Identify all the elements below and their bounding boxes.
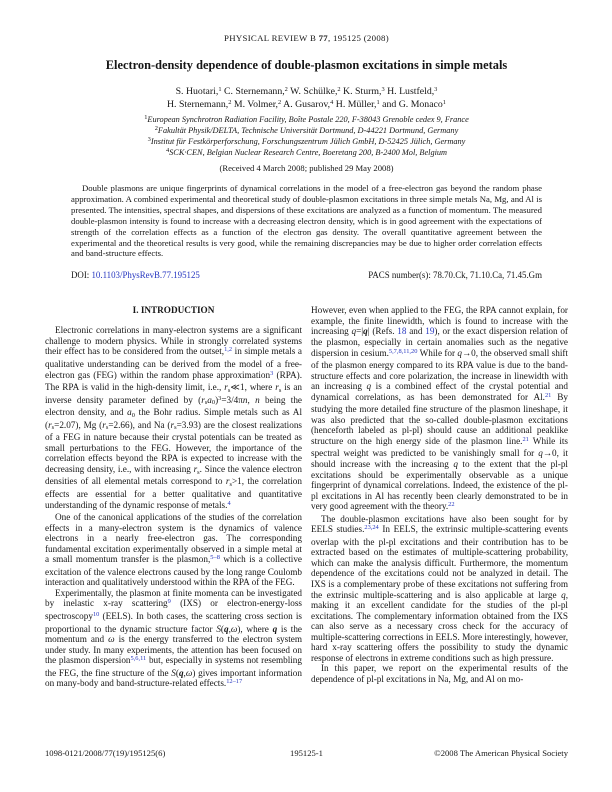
text-run: s — [229, 481, 232, 489]
authors-line-1 — [45, 86, 568, 99]
text-run: q — [272, 623, 278, 634]
text-run: →0, the observed small shift of the plasmon energy compared to its RPA value is due to the band-structure effects and core polarization, the increase in linewidth with an increasing — [311, 347, 568, 392]
text-run: s — [227, 386, 231, 394]
body-paragraph — [311, 305, 568, 513]
text-run: ( — [175, 667, 179, 678]
text-run: , 195125 (2008) — [328, 33, 389, 43]
text-run: | (Refs. — [367, 326, 398, 337]
text-run: =3.93) are the closest realizations of a FEG in nature because their crystal potentials can be treated as small perturbations to the FEG. However, the importance of the correlation effects beyond the RPA is expected to increase with the decreasing density, i.e., with increasing — [45, 419, 302, 474]
citation-link[interactable]: 22 — [448, 501, 455, 509]
text-run: q — [538, 448, 543, 459]
text-run: . Since the valence electron densities of all elemental metals correspond to — [45, 463, 302, 487]
affiliation-list — [45, 115, 568, 159]
text-run: n — [242, 394, 248, 405]
text-run: Electronic correlations in many-electron systems are a significant challenge to modern physics. While in strongly correlated systems their effect has to be considered from the outset, — [45, 325, 302, 357]
right-column — [311, 305, 568, 757]
text-run: →0, it should increase with the increasing — [311, 448, 568, 469]
text-run: q — [366, 381, 372, 392]
section-heading-introduction: I. INTRODUCTION — [132, 305, 215, 316]
text-run: r — [275, 382, 279, 393]
citation-link[interactable]: 21 — [522, 435, 529, 443]
text-run: but, especially in systems not resembling the FEG, the fine structure of the — [45, 655, 302, 678]
footer-page-number: 195125-1 — [290, 748, 323, 758]
text-run: (RPA). The RPA is valid in the high-density limit, i.e., — [45, 369, 302, 393]
authors-line-2 — [45, 99, 568, 112]
text-run: , making it an excellent candidate for the studies of the pl-pl excitations. The complementary information obtained from the IXS can also serve as a necessary cross check for the accuracy of multiple-scattering corrections in EELS. More interestingly, however, hard x-ray scattering offers the possibility to study the dynamic response of electrons in extreme conditions such as high pressure. — [311, 589, 568, 663]
text-run: 3 — [218, 394, 222, 402]
text-run: 3 — [434, 86, 438, 93]
citation-link[interactable]: 1,2 — [224, 346, 233, 354]
citation-link[interactable]: 19 — [425, 326, 435, 337]
text-run: 77 — [318, 33, 329, 43]
text-run: 2 — [154, 125, 158, 132]
text-run: One of the canonical applications of the studies of the correlation effects in a many-electron system is the dynamics of valence electrons in a nearly free-electron gas. The corresponding fundamental excitation experimentally observed in a simple metal at a small momentum transfer is the plasmon, — [45, 512, 302, 565]
text-run: q — [453, 459, 458, 469]
footer-issn-code: 1098-0121/2008/77(19)/195125(6) — [45, 748, 166, 758]
text-run: H. Lustfeld, — [384, 86, 435, 97]
citation-link[interactable]: 12–17 — [226, 678, 243, 686]
text-run: s — [278, 386, 282, 394]
abstract-text: Double plasmons are unique fingerprints of dynamical correlations in the model of a free-electron gas beyond the random phase approximation. A combined experimental and theoretical study of double-plasmon excitations in three simple metals Na, Mg, and Al is presented. The intensities, spectral shapes, and dispersions of these excitations are analyzed as a function of momentum. The measured double-plasmon intensity is found to increase with a decreasing electron density, which is in good agreement with the expectations of strength of the correlation effects as a function of the electron gas density. The overall quantitative agreement between the experimental and the theoretical results is very good, while the remaining discrepancies may be due to higher order correlation effects and band-structure effects. — [71, 183, 542, 259]
text-run: q — [178, 667, 184, 678]
text-run: In EELS, the extrinsic multiple-scattering events overlap with the pl-pl excitations and their contribution has to be extracted based on the estimates of multiple-scattering probability, which can make the analysis difficult. Furthermore, the momentum dependence of the excitations could not be analyzed in detail. The IXS is a complementary probe of these excitations not suffering from the extrinsic multiple-scattering and is also applicable at large — [311, 524, 568, 600]
body-paragraph — [45, 512, 302, 588]
text-run: However, even when applied to the FEG, the RPA cannot explain, for example, the finite linewidth, which is found to increase with the increasing — [311, 305, 568, 337]
body-paragraph — [311, 663, 568, 684]
citation-link[interactable]: 5–8 — [210, 554, 220, 562]
text-run: =| — [356, 326, 364, 337]
text-run: q — [223, 623, 229, 634]
left-column — [45, 305, 302, 757]
text-run: r — [225, 476, 230, 487]
citation-link[interactable]: 23,24 — [364, 524, 379, 532]
text-run: (EELS). In both cases, the scattering cross section is proportional to the dynamic structure factor — [45, 611, 302, 634]
citation-link[interactable]: 5,6,11 — [130, 655, 147, 663]
text-run: being the electron density, and — [45, 394, 302, 418]
text-run: 3 — [381, 86, 385, 93]
text-run: , — [247, 394, 256, 405]
text-run: ), or the exact dispersion relation of the plasmon, especially in certain anomalies such as the negative dispersion in cesium. — [311, 326, 568, 358]
text-run: ω — [185, 667, 193, 678]
text-run: 3 — [147, 136, 151, 143]
text-run: =3/4π — [221, 394, 243, 405]
text-run: is the energy transferred to the electron system under study. In many experiments, the attention has been focused on the plasmon dispersion — [45, 634, 302, 666]
text-run: ≪1, where — [230, 382, 276, 393]
citation-link[interactable]: 9 — [167, 598, 171, 606]
text-run: C. Sternemann, — [221, 86, 285, 97]
text-run: ( — [220, 623, 224, 634]
text-run: 2 — [337, 86, 341, 93]
body-paragraph — [45, 588, 302, 691]
text-run: =2.07), Mg ( — [54, 419, 103, 430]
text-run: The double-plasmon excitations have also been sought for by EELS studies. — [311, 513, 568, 535]
author-list — [45, 86, 568, 112]
text-run: 2 — [278, 99, 282, 106]
text-run: q — [457, 347, 462, 358]
citation-link[interactable]: 10 — [92, 611, 100, 619]
text-run: Fakultät Physik/DELTA, Technische Universität Dortmund, D-44221 Dortmund, Germany — [157, 126, 459, 135]
text-run: r — [193, 463, 198, 474]
citation-link[interactable]: 3 — [270, 369, 274, 377]
text-run: ), where — [237, 623, 273, 634]
paper-title: Electron-density dependence of double-plasmon excitations in simple metals — [105, 58, 508, 72]
text-run: H. Sternemann, — [166, 99, 229, 110]
text-run: to the extent that the pl-pl excitations should be experimentally observable as a unique fingerprint of dynamical correlations. Indeed, the existence of the pl-pl excitations in Al has recently been clearly demonstrated to be in very good agreement with the theory. — [311, 459, 568, 512]
text-run: in simple metals a qualitative understanding can be derived from the model of a free-electron gas (FEG) within the random phase approximation — [45, 346, 302, 380]
text-run: s — [51, 424, 55, 432]
text-run: 0 — [211, 399, 216, 407]
text-run: 1 — [144, 114, 148, 121]
text-run: is an inverse density parameter defined by ( — [45, 382, 302, 405]
text-run: n — [255, 394, 260, 405]
text-run: While its spectral weight was predicted to be vanishingly small for — [311, 435, 568, 459]
text-run: ω — [230, 623, 238, 634]
text-run: is a combined effect of the crystal potential and dynamical correlations, as has been demonstrated for Al. — [311, 381, 568, 402]
text-run: s — [174, 424, 177, 432]
text-run: s — [204, 399, 208, 407]
text-run: q — [363, 326, 368, 337]
text-run: ) — [215, 394, 219, 405]
citation-link[interactable]: 10.1103/PhysRevB.77.195125 — [91, 270, 200, 281]
text-run: r — [170, 419, 175, 430]
body-paragraph — [45, 325, 302, 512]
text-run: S — [216, 623, 221, 634]
text-run: 2 — [228, 99, 232, 106]
citation-link[interactable]: 21 — [544, 391, 552, 399]
text-run: and G. Monaco — [379, 99, 443, 110]
text-run: 4 — [330, 99, 334, 106]
text-run: r — [48, 419, 52, 430]
affiliation-line — [45, 115, 568, 126]
text-run: is the momentum and — [45, 623, 302, 645]
text-run: =2.66), and Na ( — [108, 419, 171, 430]
text-run: q — [561, 589, 566, 600]
two-column-body — [45, 305, 568, 757]
received-date: (Received 4 March 2008; published 29 May 2008) — [219, 163, 394, 173]
text-run: the Bohr radius. Simple metals such as Al ( — [45, 407, 302, 430]
text-run: ) gives important information on many-body and band-structure-related effects. — [45, 667, 302, 689]
citation-link[interactable]: 18 — [397, 326, 407, 337]
text-run: K. Sturm, — [340, 86, 382, 97]
citation-link[interactable]: 4 — [227, 499, 231, 507]
text-run: a — [207, 394, 212, 405]
affiliation-line — [45, 148, 568, 159]
affiliation-line — [45, 126, 568, 137]
text-run: S — [171, 667, 176, 678]
text-run: H. Müller, — [333, 99, 377, 110]
text-run: r — [224, 382, 228, 393]
text-run: SCK·CEN, Belgian Nuclear Research Centre, Boeretang 200, B-2400 Mol, Belgium — [169, 148, 448, 157]
doi-link[interactable] — [71, 270, 200, 280]
text-run: Institut für Festkörperforschung, Forschungszentrum Jülich GmbH, D-52425 Jülich, Germany — [150, 137, 466, 146]
text-run: 2 — [284, 86, 288, 93]
affiliation-line — [45, 137, 568, 148]
text-run: In this paper, we report on the experimental results of the dependence of pl-pl excitations in Na, Mg, and Al on mo- — [311, 663, 568, 684]
footer-copyright: ©2008 The American Physical Society — [434, 748, 568, 758]
text-run: (IXS) or electron-energy-loss spectroscopy — [45, 598, 302, 622]
text-run: While for — [417, 347, 458, 358]
text-run: 4 — [165, 147, 170, 154]
text-run: s — [105, 424, 109, 432]
text-run: Experimentally, the plasmon at finite momenta can be investigated by inelastic x-ray scattering — [45, 587, 302, 609]
pacs-numbers: PACS number(s): 78.70.Ck, 71.10.Ca, 71.45.Gm — [368, 270, 542, 281]
citation-link[interactable]: 5,7,8,11,20 — [388, 347, 418, 355]
text-run: W. Schülke, — [287, 86, 338, 97]
text-run: S. Huotari, — [175, 86, 219, 97]
body-paragraph — [311, 514, 568, 664]
text-run: DOI: — [71, 270, 92, 281]
text-run: , — [183, 667, 186, 678]
text-run: 1 — [218, 86, 222, 93]
text-run: >1, the correlation effects are essential for a better qualitative and quantitative understanding of the dynamic response of metals. — [45, 476, 302, 510]
text-run: M. Volmer, — [231, 99, 279, 110]
journal-header — [45, 33, 568, 43]
text-run: A. Gusarov, — [281, 99, 331, 110]
text-run: ω — [108, 634, 115, 645]
text-run: which is a collective excitation of the valence electrons caused by the long range Coulomb interaction and qualitatively understood within the RPA of the FEG. — [45, 554, 302, 588]
text-run: European Synchrotron Radiation Facility, Boîte Postale 220, F-38043 Grenoble cedex 9, France — [147, 115, 469, 124]
text-run: and — [406, 326, 426, 337]
text-run: r — [201, 394, 205, 405]
doi-pacs-row — [71, 270, 542, 280]
text-run: 0 — [131, 411, 135, 419]
text-run: r — [102, 419, 106, 430]
text-run: PHYSICAL REVIEW B — [224, 33, 319, 43]
text-run: By studying the more detailed fine structure of the plasmon lineshape, it was also predicted that the so-called double-plasmon excitations (henceforth labeled as pl-pl) should cause an additional peaklike structure on the high energy side of the plasmon line. — [311, 391, 568, 446]
text-run: , — [228, 623, 231, 634]
text-run: s — [197, 468, 200, 476]
text-run: 1 — [376, 99, 380, 106]
text-run: 1 — [442, 99, 446, 106]
text-run: q — [351, 326, 357, 337]
text-run: a — [127, 407, 132, 418]
